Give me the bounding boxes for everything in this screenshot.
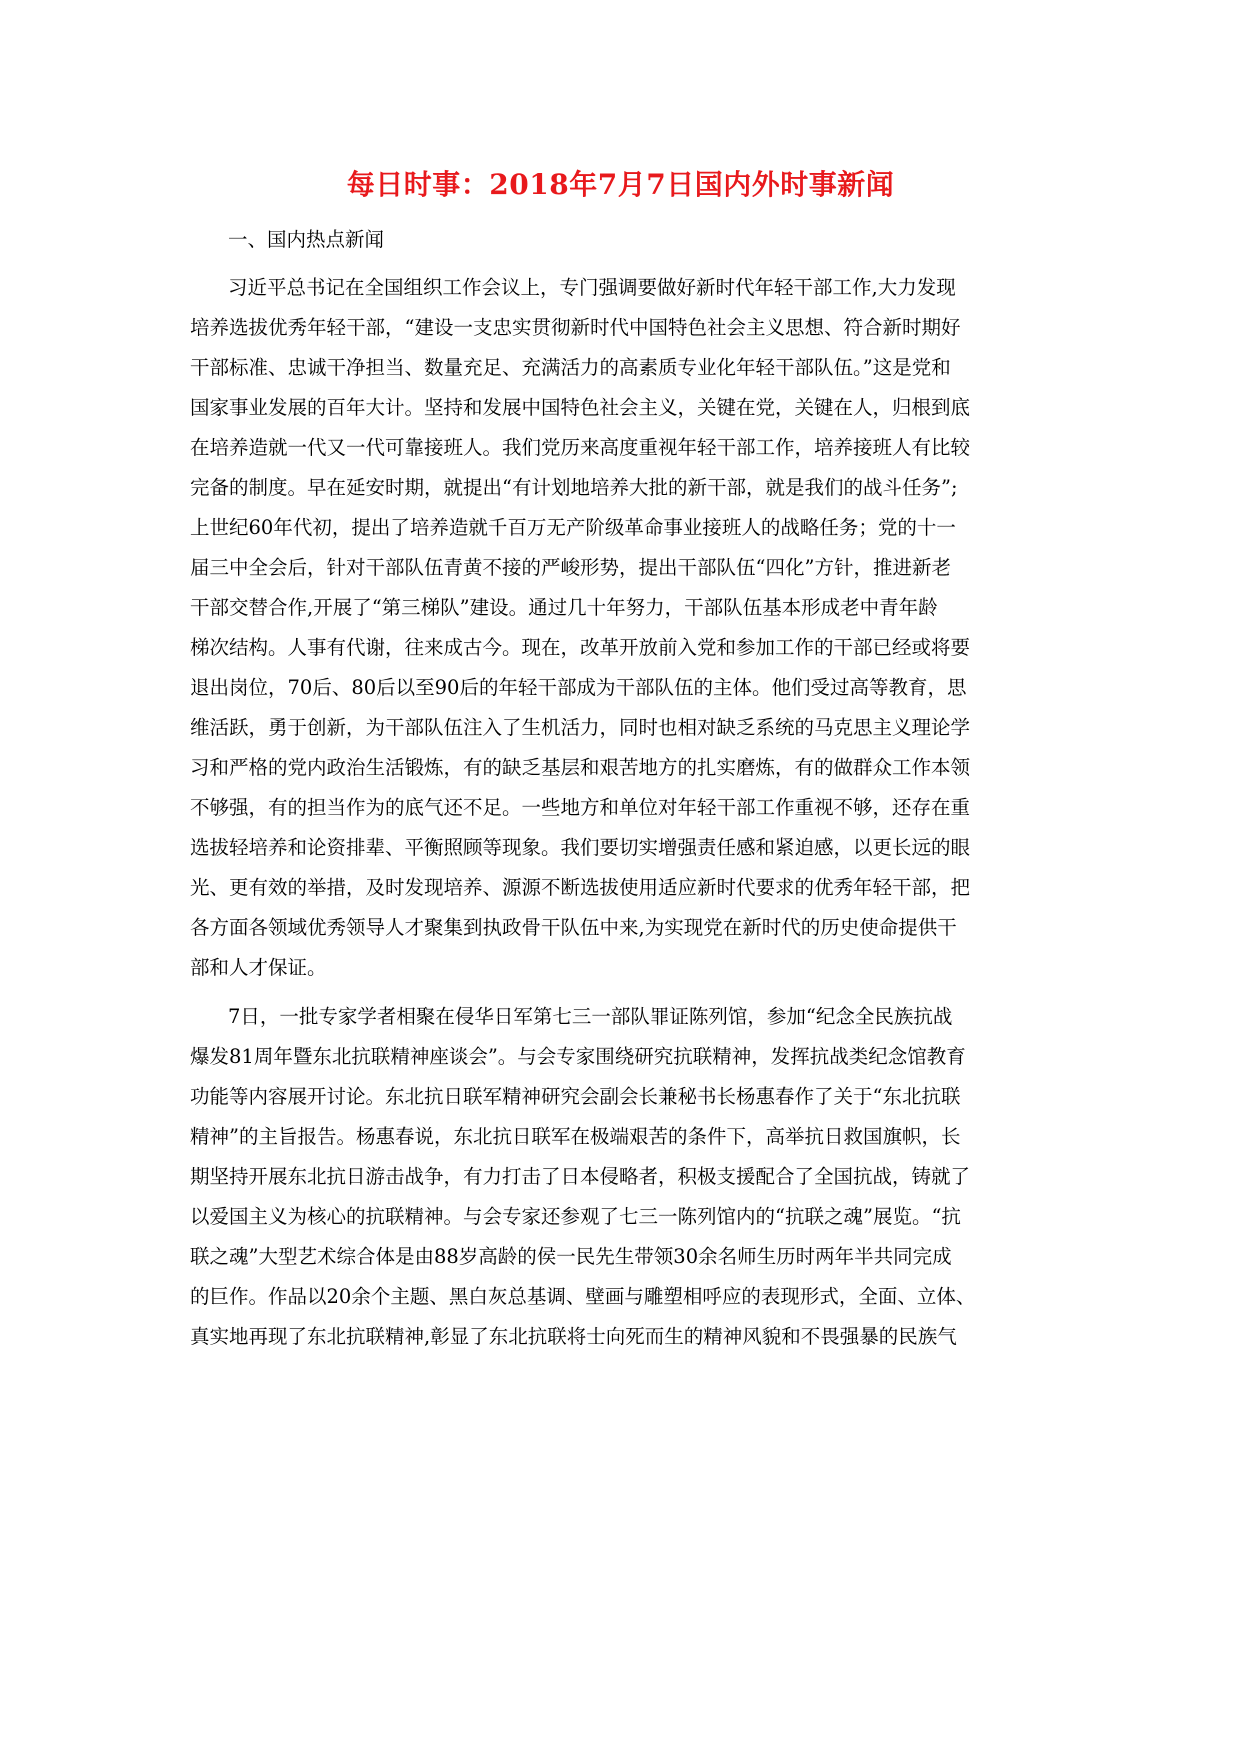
- paragraph-line: 选拔轻培养和论资排辈、平衡照顾等现象。我们要切实增强责任感和紧迫感，以更长远的眼: [190, 836, 971, 859]
- paragraph-line: 国家事业发展的百年大计。坚持和发展中国特色社会主义，关键在党，关键在人，归根到底: [190, 396, 971, 419]
- paragraph-line: 在培养造就一代又一代可靠接班人。我们党历来高度重视年轻干部工作，培养接班人有比较: [190, 436, 971, 459]
- paragraph-line: 维活跃，勇于创新，为干部队伍注入了生机活力，同时也相对缺乏系统的马克思主义理论学: [190, 716, 971, 739]
- paragraph-line: 退出岗位，70后、80后以至90后的年轻干部成为干部队伍的主体。他们受过高等教育，思: [190, 676, 967, 699]
- paragraph-line: 梯次结构。人事有代谢，往来成古今。现在，改革开放前入党和参加工作的干部已经或将要: [190, 636, 971, 659]
- document-title: 每日时事：2018年7月7日国内外时事新闻: [346, 168, 895, 201]
- document-body: [190, 220, 1060, 1357]
- paragraph-line: 各方面各领域优秀领导人才聚集到执政骨干队伍中来,为实现党在新时代的历史使命提供干: [190, 916, 957, 939]
- paragraph-line: 习和严格的党内政治生活锻炼，有的缺乏基层和艰苦地方的扎实磨炼，有的做群众工作本领: [190, 756, 971, 779]
- paragraph-line: 完备的制度。早在延安时期，就提出“有计划地培养大批的新干部，就是我们的战斗任务”;: [190, 476, 958, 499]
- paragraph-line: 爆发81周年暨东北抗联精神座谈会”。与会专家围绕研究抗联精神，发挥抗战类纪念馆教育: [190, 1045, 966, 1068]
- paragraph-line: 部和人才保证。: [190, 956, 327, 979]
- section-heading: 一、国内热点新闻: [228, 228, 385, 251]
- paragraph-line: 上世纪60年代初，提出了培养造就千百万无产阶级革命事业接班人的战略任务；党的十一: [190, 516, 956, 539]
- paragraph-line: 届三中全会后，针对干部队伍青黄不接的严峻形势，提出干部队伍“四化”方针，推进新老: [190, 556, 951, 579]
- paragraph-line: 培养选拔优秀年轻干部，“建设一支忠实贯彻新时代中国特色社会主义思想、符合新时期好: [190, 316, 961, 339]
- paragraph-line: 精神”的主旨报告。杨惠春说，东北抗日联军在极端艰苦的条件下，高举抗日救国旗帜，长: [190, 1125, 961, 1148]
- paragraph-line: 的巨作。作品以20余个主题、黑白灰总基调、壁画与雕塑相呼应的表现形式，全面、立体、: [190, 1285, 976, 1308]
- news-paragraph-2: [190, 997, 1060, 1357]
- paragraph-line: 干部标准、忠诚干净担当、数量充足、充满活力的高素质专业化年轻干部队伍。”这是党和: [190, 356, 951, 379]
- paragraph-line: 联之魂”大型艺术综合体是由88岁高龄的侯一民先生带领30余名师生历时两年半共同完成: [190, 1245, 952, 1268]
- paragraph-line: 期坚持开展东北抗日游击战争，有力打击了日本侵略者，积极支援配合了全国抗战，铸就了: [190, 1165, 971, 1188]
- paragraph-line: 干部交替合作,开展了“第三梯队”建设。通过几十年努力，干部队伍基本形成老中青年龄: [190, 596, 938, 619]
- paragraph-line: 习近平总书记在全国组织工作会议上，专门强调要做好新时代年轻干部工作,大力发现: [228, 276, 956, 299]
- paragraph-line: 7日，一批专家学者相聚在侵华日军第七三一部队罪证陈列馆，参加“纪念全民族抗战: [228, 1005, 953, 1028]
- paragraph-line: 光、更有效的举措，及时发现培养、源源不断选拔使用适应新时代要求的优秀年轻干部，把: [190, 876, 971, 899]
- paragraph-line: 功能等内容展开讨论。东北抗日联军精神研究会副会长兼秘书长杨惠春作了关于“东北抗联: [190, 1085, 961, 1108]
- paragraph-line: 真实地再现了东北抗联精神,彰显了东北抗联将士向死而生的精神风貌和不畏强暴的民族气: [190, 1325, 957, 1348]
- paragraph-line: 以爱国主义为核心的抗联精神。与会专家还参观了七三一陈列馆内的“抗联之魂”展览。“抗: [190, 1205, 961, 1228]
- news-paragraph-1: [190, 268, 1060, 988]
- paragraph-line: 不够强，有的担当作为的底气还不足。一些地方和单位对年轻干部工作重视不够，还存在重: [190, 796, 971, 819]
